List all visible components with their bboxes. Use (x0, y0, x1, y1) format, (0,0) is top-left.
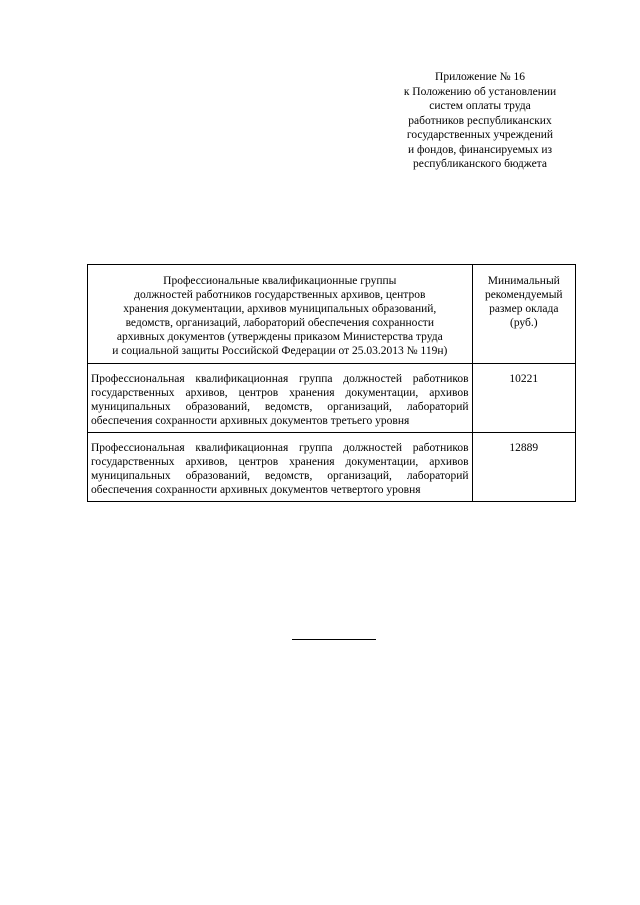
header-group-line: архивных документов (утверждены приказом Министерства труда (116, 331, 443, 343)
header-group-line: должностей работников государственных архивов, центров (134, 289, 426, 301)
header-group-line: хранения документации, архивов муниципальных образований, (123, 303, 437, 315)
table-header-row (88, 265, 576, 364)
salary-cell: 10221 (472, 364, 575, 433)
header-salary-line: размер оклада (489, 303, 559, 315)
header-salary-line: (руб.) (509, 317, 538, 329)
header-group-column (88, 265, 473, 364)
appendix-line: работников республиканских (408, 114, 552, 127)
header-group-line: и социальной защиты Российской Федерации от 25.03.2013 № 119н) (112, 345, 448, 357)
header-group-line: Профессиональные квалификационные группы (163, 275, 397, 287)
group-cell: Профессиональная квалификационная группа должностей работников государственных архивов, центров хранения документации, архивов муниципальных образований, ведомств, организаций, лабораторий обеспечения сохранности архивных документов четвертого уровня (88, 433, 473, 502)
header-salary-column (472, 265, 575, 364)
table-row (88, 364, 576, 433)
header-salary-line: Минимальный (487, 275, 560, 287)
appendix-note (380, 70, 580, 172)
header-salary-line: рекомендуемый (484, 289, 563, 301)
salary-cell: 12889 (472, 433, 575, 502)
appendix-line: и фондов, финансируемых из (407, 143, 553, 156)
appendix-line: Приложение № 16 (435, 71, 525, 83)
appendix-line: государственных учреждений (406, 129, 554, 141)
appendix-line: к Положению об установлении (403, 85, 557, 98)
group-cell: Профессиональная квалификационная группа должностей работников государственных архивов, центров хранения документации, архивов муниципальных образований, ведомств, организаций, лабораторий обеспечения сохранности архивных документов третьего уровня (88, 364, 473, 433)
salary-table (87, 264, 576, 502)
header-group-line: ведомств, организаций, лабораторий обеспечения сохранности (125, 317, 434, 329)
table-row (88, 433, 576, 502)
appendix-line: республиканского бюджета (413, 158, 547, 170)
closing-divider (292, 639, 376, 640)
appendix-line: систем оплаты труда (429, 100, 531, 112)
